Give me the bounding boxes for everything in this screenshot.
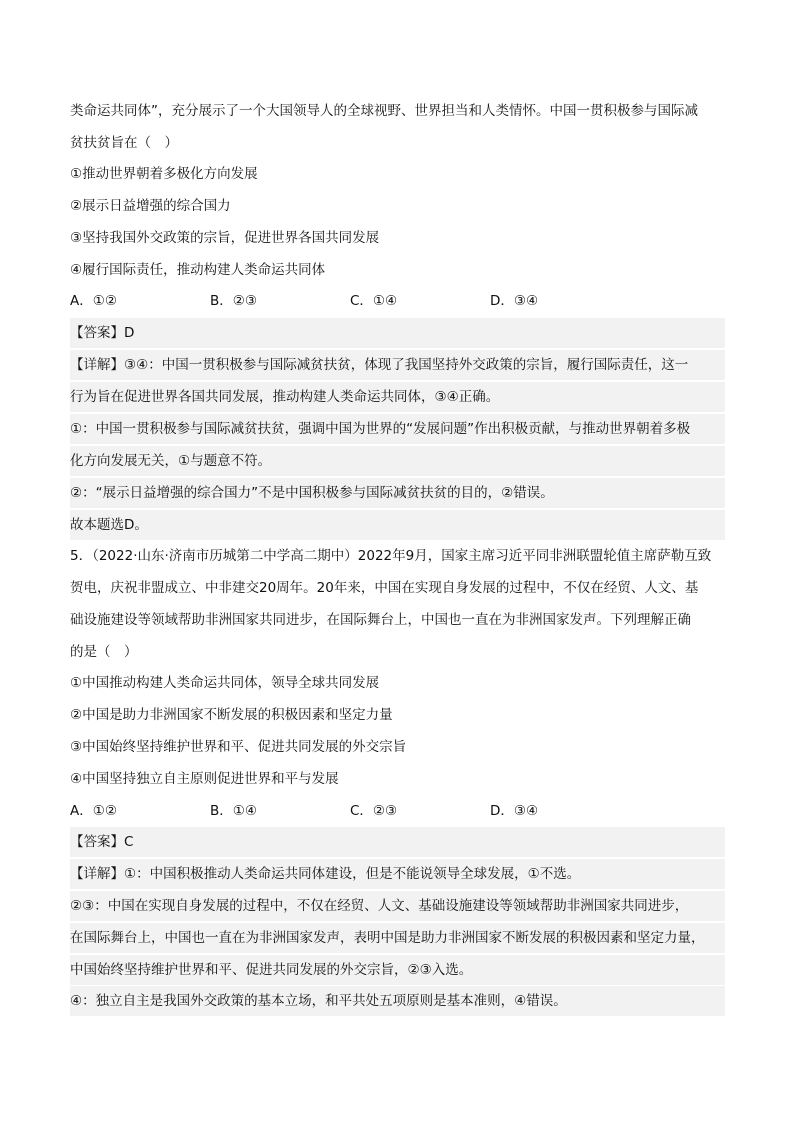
q5-explanation-line-4: 中国始终坚持维护世界和平、促进共同发展的外交宗旨，②③入选。 [70, 955, 725, 985]
q5-explanation-line-1: 【详解】①：中国积极推动人类命运共同体建设，但是不能说领导全球发展，①不选。 [70, 859, 725, 889]
q4-item-4: ④履行国际责任，推动构建人类命运共同体 [70, 262, 326, 278]
q4-item-1: ①推动世界朝着多极化方向发展 [70, 166, 258, 182]
q4-option-c: C．①④ [350, 293, 398, 309]
q4-option-a: A．①② [70, 293, 117, 309]
q4-item-2: ②展示日益增强的综合国力 [70, 198, 231, 214]
q4-explanation-line-3: ①：中国一贯积极参与国际减贫扶贫，强调中国为世界的“发展问题”作出积极贡献，与推动世界朝着多极 [70, 414, 725, 444]
q4-explanation-line-4: 化方向发展无关，①与题意不符。 [70, 446, 725, 476]
q5-option-c: C．②③ [350, 803, 398, 819]
q5-option-b: B．①④ [210, 803, 257, 819]
q5-stem-line-2: 贺电，庆祝非盟成立、中非建交20周年。20年来，中国在实现自身发展的过程中，不仅在经贸、人文、基 [70, 580, 699, 596]
q5-option-a: A．①② [70, 803, 117, 819]
q5-option-d: D．③④ [490, 803, 539, 819]
q4-item-3: ③坚持我国外交政策的宗旨，促进世界各国共同发展 [70, 230, 380, 246]
q4-stem-line-1: 类命运共同体”，充分展示了一个大国领导人的全球视野、世界担当和人类情怀。中国一贯积极参与国际减 [70, 103, 698, 119]
q5-stem-line-3: 础设施建设等领域帮助非洲国家共同进步，在国际舞台上，中国也一直在为非洲国家发声。下列理解正确 [70, 612, 691, 628]
q5-stem-line-4: 的是（ ） [70, 644, 138, 660]
q5-answer: 【答案】C [70, 827, 725, 857]
q4-explanation-line-1: 【详解】③④：中国一贯积极参与国际减贫扶贫，体现了我国坚持外交政策的宗旨，履行国际责任，这一 [70, 350, 725, 380]
q5-stem-line-1: 5．（2022·山东·济南市历城第二中学高二期中）2022年9月，国家主席习近平同非洲联盟轮值主席萨勒互致 [70, 548, 712, 564]
q5-item-2: ②中国是助力非洲国家不断发展的积极因素和坚定力量 [70, 707, 393, 723]
q4-answer: 【答案】D [70, 318, 725, 348]
q4-explanation-line-6: 故本题选D。 [70, 510, 725, 540]
q5-explanation-line-2: ②③：中国在实现自身发展的过程中，不仅在经贸、人文、基础设施建设等领域帮助非洲国家共同进步， [70, 891, 725, 921]
q4-options-row [70, 286, 725, 316]
q5-item-4: ④中国坚持独立自主原则促进世界和平与发展 [70, 771, 339, 787]
q5-item-1: ①中国推动构建人类命运共同体，领导全球共同发展 [70, 675, 380, 691]
q4-explanation-line-5: ②：“展示日益增强的综合国力”不是中国积极参与国际减贫扶贫的目的，②错误。 [70, 478, 725, 508]
q4-stem-line-2: 贫扶贫旨在（ ） [70, 135, 178, 151]
q4-option-b: B．②③ [210, 293, 257, 309]
q4-option-d: D．③④ [490, 293, 539, 309]
q5-options-row [70, 796, 725, 826]
q5-item-3: ③中国始终坚持维护世界和平、促进共同发展的外交宗旨 [70, 739, 407, 755]
q4-explanation-line-2: 行为旨在促进世界各国共同发展，推动构建人类命运共同体，③④正确。 [70, 382, 725, 412]
q5-explanation-line-3: 在国际舞台上，中国也一直在为非洲国家发声，表明中国是助力非洲国家不断发展的积极因素和坚定力量， [70, 923, 725, 953]
q5-explanation-line-5: ④：独立自主是我国外交政策的基本立场，和平共处五项原则是基本准则，④错误。 [70, 986, 725, 1016]
